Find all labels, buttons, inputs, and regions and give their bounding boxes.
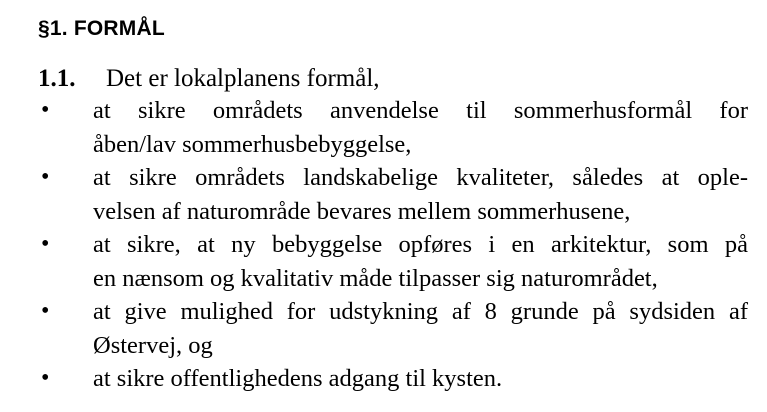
bullet-marker: • [41, 164, 50, 190]
subsection-1-1 [38, 64, 748, 94]
bullet-text-line: en nænsom og kvalitativ måde tilpasser sig naturområdet, [93, 264, 658, 292]
bullet-item [38, 295, 748, 362]
bullet-text-line: at sikre områdets landskabelige kvaliteter, således at ople- [93, 164, 748, 191]
bullet-item [38, 228, 748, 295]
section-heading: §1. FORMÅL [38, 17, 165, 40]
bullet-text-line: velsen af naturområde bevares mellem sommerhusene, [93, 197, 631, 225]
subsection-number: 1.1. [38, 65, 76, 92]
bullet-text-line: at sikre, at ny bebyggelse opføres i en arkitektur, som på [93, 231, 748, 258]
bullet-text-line: at give mulighed for udstykning af 8 grunde på sydsiden af [93, 298, 748, 325]
bullet-marker: • [41, 298, 50, 324]
bullet-text-line: Østervej, og [93, 331, 213, 359]
bullet-item [38, 161, 748, 228]
bullet-item [38, 362, 748, 396]
subsection-intro-text: Det er lokalplanens formål, [106, 65, 380, 92]
bullet-text-line: åben/lav sommerhusbebyggelse, [93, 130, 412, 158]
bullet-text-line: at sikre offentlighedens adgang til kysten. [93, 365, 503, 392]
bullet-marker: • [41, 231, 50, 257]
bullet-marker: • [41, 365, 50, 391]
purpose-bullet-list [38, 94, 748, 396]
bullet-text-line: at sikre områdets anvendelse til sommerhusformål for [93, 97, 748, 124]
bullet-marker: • [41, 97, 50, 123]
bullet-item [38, 94, 748, 161]
